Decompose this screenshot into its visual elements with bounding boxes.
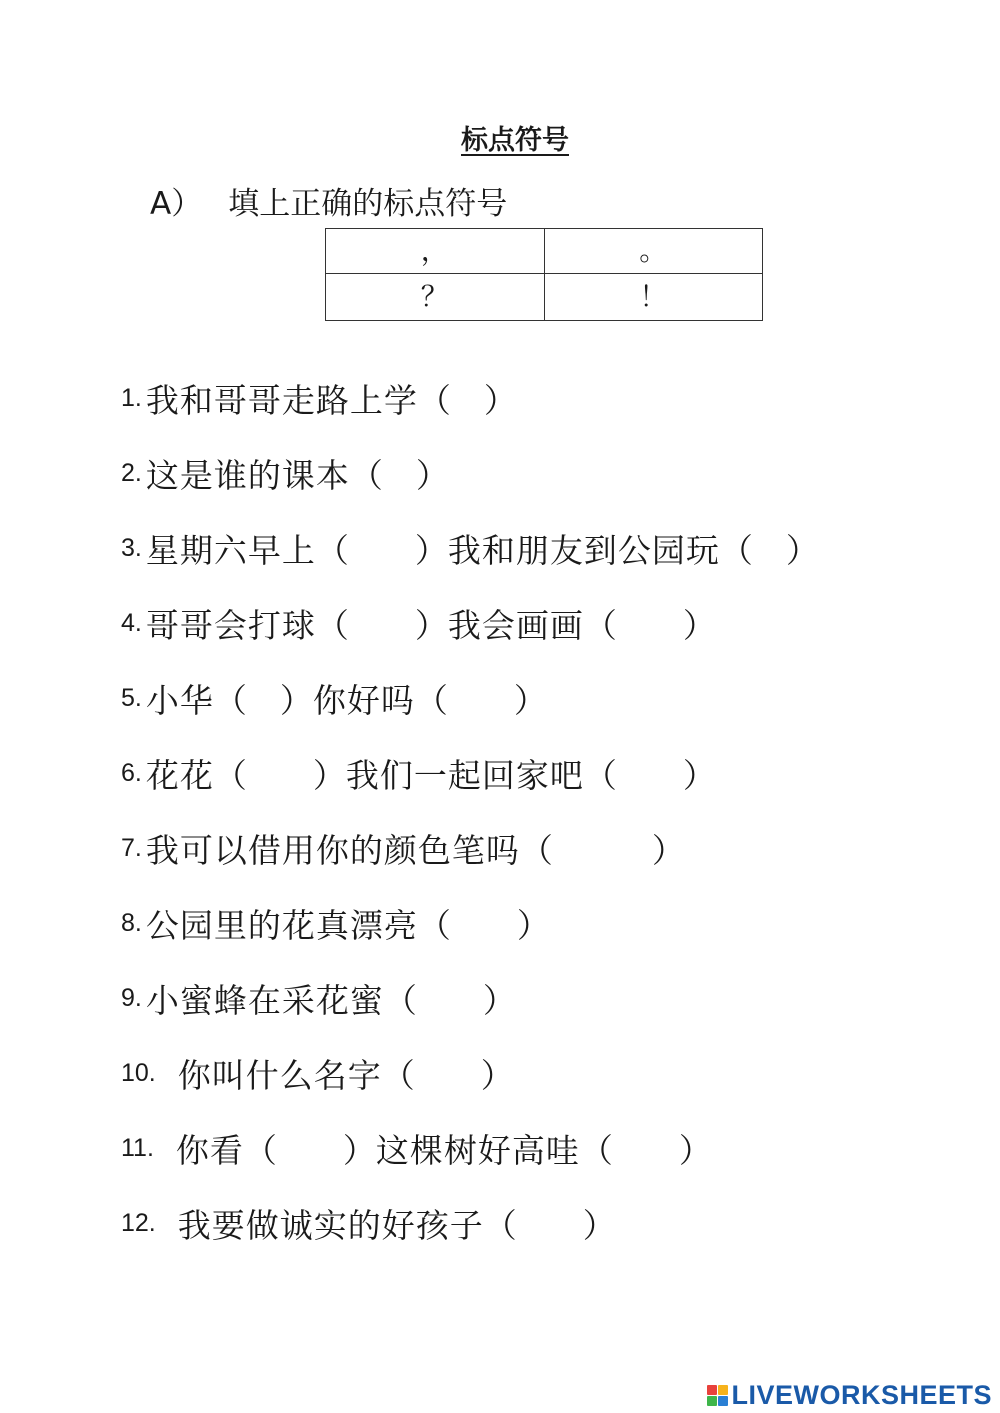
punct-period-cell: 。 [544, 229, 763, 274]
sentence-fragment: 花花 [145, 756, 214, 795]
answer-blank[interactable]: （ ） [381, 1056, 514, 1095]
question-item [121, 1036, 819, 1111]
liveworksheets-watermark [707, 1380, 992, 1411]
question-text [178, 1200, 616, 1247]
question-text [146, 525, 819, 572]
answer-blank[interactable]: （ ） [213, 756, 346, 795]
brand-name: LIVEWORKSHEETS [731, 1380, 992, 1410]
sentence-fragment: 小华 [145, 681, 214, 720]
question-item [121, 961, 819, 1036]
question-number: 5. [121, 684, 142, 712]
sentence-fragment: 这棵树好高哇 [375, 1131, 580, 1170]
question-text [146, 375, 517, 422]
section-instruction: 填上正确的标点符号 [228, 186, 508, 222]
question-item [121, 886, 819, 961]
sentence-fragment: 星期六早上 [145, 531, 316, 570]
logo-square [718, 1396, 728, 1406]
question-number: 2. [121, 459, 142, 487]
question-number: 12. [121, 1209, 156, 1237]
question-text [146, 975, 516, 1022]
sentence-fragment: 公园里的花真漂亮 [145, 906, 418, 945]
sentence-fragment: 这是谁的课本 [145, 456, 350, 495]
question-item [121, 586, 819, 661]
question-item [121, 1186, 819, 1261]
question-number: 10. [121, 1059, 156, 1087]
question-number: 8. [121, 909, 142, 937]
worksheet-title: 标点符号 [461, 125, 569, 156]
section-a-heading [150, 178, 507, 223]
answer-blank[interactable]: （ ） [349, 456, 449, 495]
punctuation-reference-table [325, 228, 763, 321]
question-number: 11. [121, 1134, 154, 1162]
question-item [121, 361, 819, 436]
question-text [146, 750, 716, 797]
sentence-fragment: 小蜜蜂在采花蜜 [145, 981, 384, 1020]
liveworksheets-logo-icon [707, 1385, 728, 1406]
answer-blank[interactable]: （ ） [417, 381, 517, 420]
question-item [121, 436, 819, 511]
answer-blank[interactable]: （ ） [315, 606, 448, 645]
question-list [121, 361, 819, 1261]
table-row [326, 229, 763, 274]
punct-question-cell: ？ [326, 274, 545, 321]
question-item [121, 736, 819, 811]
answer-blank[interactable]: （ ） [315, 531, 448, 570]
question-text [146, 600, 716, 647]
question-number: 3. [121, 534, 142, 562]
question-text [146, 900, 550, 947]
answer-blank[interactable]: （ ） [719, 531, 819, 570]
question-text [146, 450, 449, 497]
logo-square [707, 1385, 717, 1395]
answer-blank[interactable]: （ ） [243, 1131, 376, 1170]
answer-blank[interactable]: （ ） [583, 606, 716, 645]
sentence-fragment: 你看 [175, 1131, 244, 1170]
sentence-fragment: 我可以借用你的颜色笔吗 [145, 831, 520, 870]
sentence-fragment: 我和朋友到公园玩 [447, 531, 720, 570]
question-number: 1. [121, 384, 142, 412]
question-text [146, 825, 685, 872]
sentence-fragment: 你叫什么名字 [177, 1056, 382, 1095]
answer-blank[interactable]: （ ） [519, 831, 685, 870]
sentence-fragment: 我和哥哥走路上学 [145, 381, 418, 420]
question-number: 7. [121, 834, 142, 862]
question-text [146, 675, 547, 722]
answer-blank[interactable]: （ ） [414, 681, 547, 720]
sentence-fragment: 哥哥会打球 [145, 606, 316, 645]
question-number: 6. [121, 759, 142, 787]
question-number: 4. [121, 609, 142, 637]
answer-blank[interactable]: （ ） [213, 681, 313, 720]
sentence-fragment: 你好吗 [312, 681, 415, 720]
answer-blank[interactable]: （ ） [579, 1131, 712, 1170]
sentence-fragment: 我们一起回家吧 [345, 756, 584, 795]
question-item [121, 811, 819, 886]
question-text [178, 1050, 514, 1097]
question-text [176, 1125, 712, 1172]
question-item [121, 511, 819, 586]
answer-blank[interactable]: （ ） [583, 756, 716, 795]
answer-blank[interactable]: （ ） [417, 906, 550, 945]
answer-blank[interactable]: （ ） [483, 1206, 616, 1245]
table-row [326, 274, 763, 321]
answer-blank[interactable]: （ ） [383, 981, 516, 1020]
question-item [121, 1111, 819, 1186]
punct-comma-cell: ， [326, 229, 545, 274]
logo-square [707, 1396, 717, 1406]
sentence-fragment: 我要做诚实的好孩子 [177, 1206, 484, 1245]
section-label: A） [150, 186, 203, 222]
punct-exclamation-cell: ！ [544, 274, 763, 321]
question-number: 9. [121, 984, 142, 1012]
logo-square [718, 1385, 728, 1395]
question-item [121, 661, 819, 736]
sentence-fragment: 我会画画 [447, 606, 584, 645]
